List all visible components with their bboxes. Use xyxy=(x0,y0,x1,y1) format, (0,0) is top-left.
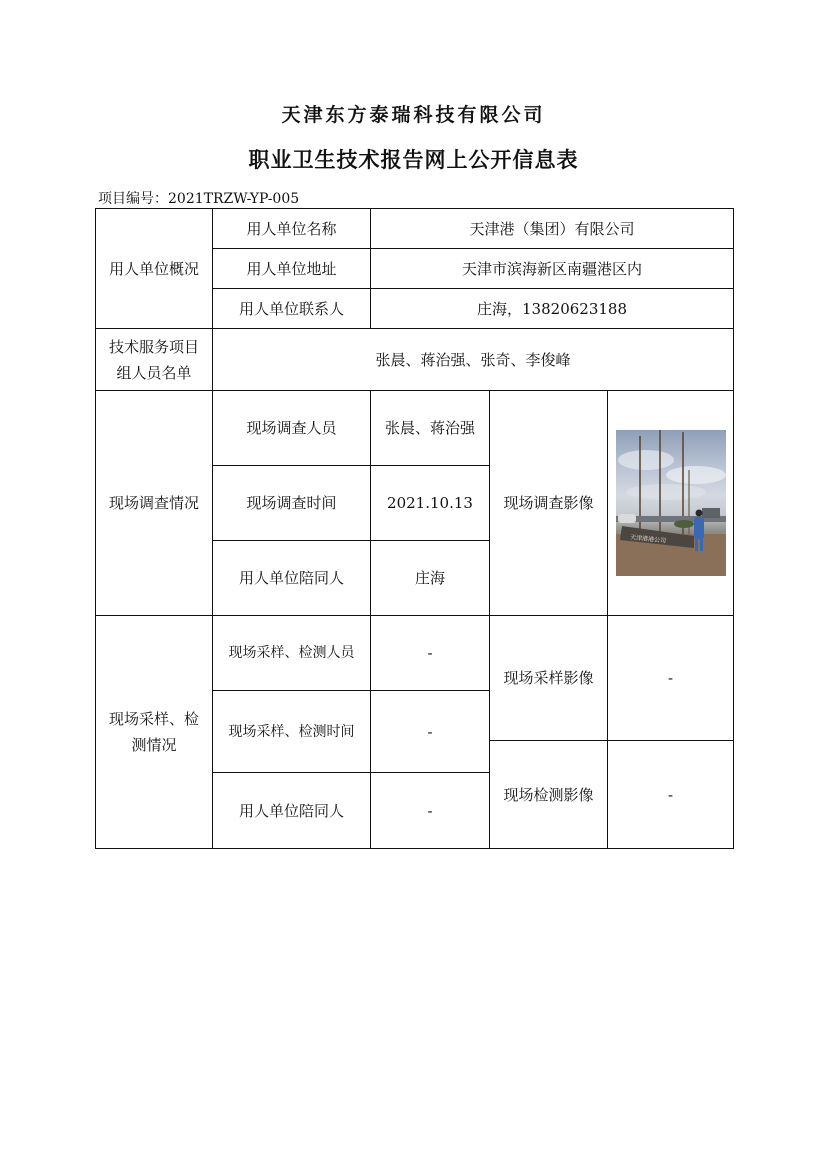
table-row xyxy=(96,209,734,249)
survey-escort-label: 用人单位陪同人 xyxy=(213,541,371,616)
testing-image-label: 现场检测影像 xyxy=(490,741,608,849)
sampling-time-value: - xyxy=(371,691,490,773)
sampling-image-label: 现场采样影像 xyxy=(490,616,608,741)
photo-sign-text: 天津港港公司 xyxy=(629,534,666,545)
employer-address-value: 天津市滨海新区南疆港区内 xyxy=(371,249,734,289)
survey-photo xyxy=(616,430,726,576)
project-number: 项目编号：2021TRZW-YP-005 xyxy=(98,191,300,207)
sampling-staff-label: 现场采样、检测人员 xyxy=(213,616,371,691)
survey-section-label: 现场调查情况 xyxy=(96,391,213,616)
sampling-time-label: 现场采样、检测时间 xyxy=(213,691,371,773)
employer-name-label: 用人单位名称 xyxy=(213,209,371,249)
survey-time-value: 2021.10.13 xyxy=(371,466,490,541)
team-label xyxy=(96,329,213,391)
table-row xyxy=(96,616,734,691)
survey-staff-label: 现场调查人员 xyxy=(213,391,371,466)
sampling-staff-value: - xyxy=(371,616,490,691)
employer-contact-label: 用人单位联系人 xyxy=(213,289,371,329)
survey-image-cell xyxy=(608,391,734,616)
sampling-escort-value: - xyxy=(371,773,490,849)
team-label-line1: 技术服务项目 xyxy=(108,337,199,356)
survey-time-label: 现场调查时间 xyxy=(213,466,371,541)
testing-image-value: - xyxy=(608,741,734,849)
sampling-section-label-line1: 现场采样、检 xyxy=(108,710,199,728)
employer-section-label: 用人单位概况 xyxy=(96,209,213,329)
sampling-section-label-line2: 测情况 xyxy=(131,736,177,754)
team-label-line2: 组人员名单 xyxy=(116,363,192,382)
survey-image-label: 现场调查影像 xyxy=(490,391,608,616)
survey-escort-value: 庄海 xyxy=(371,541,490,616)
sampling-section-label xyxy=(96,616,213,849)
employer-contact-value: 庄海，13820623188 xyxy=(371,289,734,329)
employer-address-label: 用人单位地址 xyxy=(213,249,371,289)
survey-staff-value: 张晨、蒋治强 xyxy=(371,391,490,466)
company-name: 天津东方泰瑞科技有限公司 xyxy=(281,104,546,126)
sampling-escort-label: 用人单位陪同人 xyxy=(213,773,371,849)
info-table xyxy=(95,208,734,849)
table-row xyxy=(96,391,734,466)
team-value: 张晨、蒋治强、张奇、李俊峰 xyxy=(213,329,734,391)
employer-name-value: 天津港（集团）有限公司 xyxy=(371,209,734,249)
table-row xyxy=(96,329,734,391)
document-title: 职业卫生技术报告网上公开信息表 xyxy=(248,147,579,172)
survey-photo-graphic xyxy=(616,430,726,576)
sampling-image-value: - xyxy=(608,616,734,741)
